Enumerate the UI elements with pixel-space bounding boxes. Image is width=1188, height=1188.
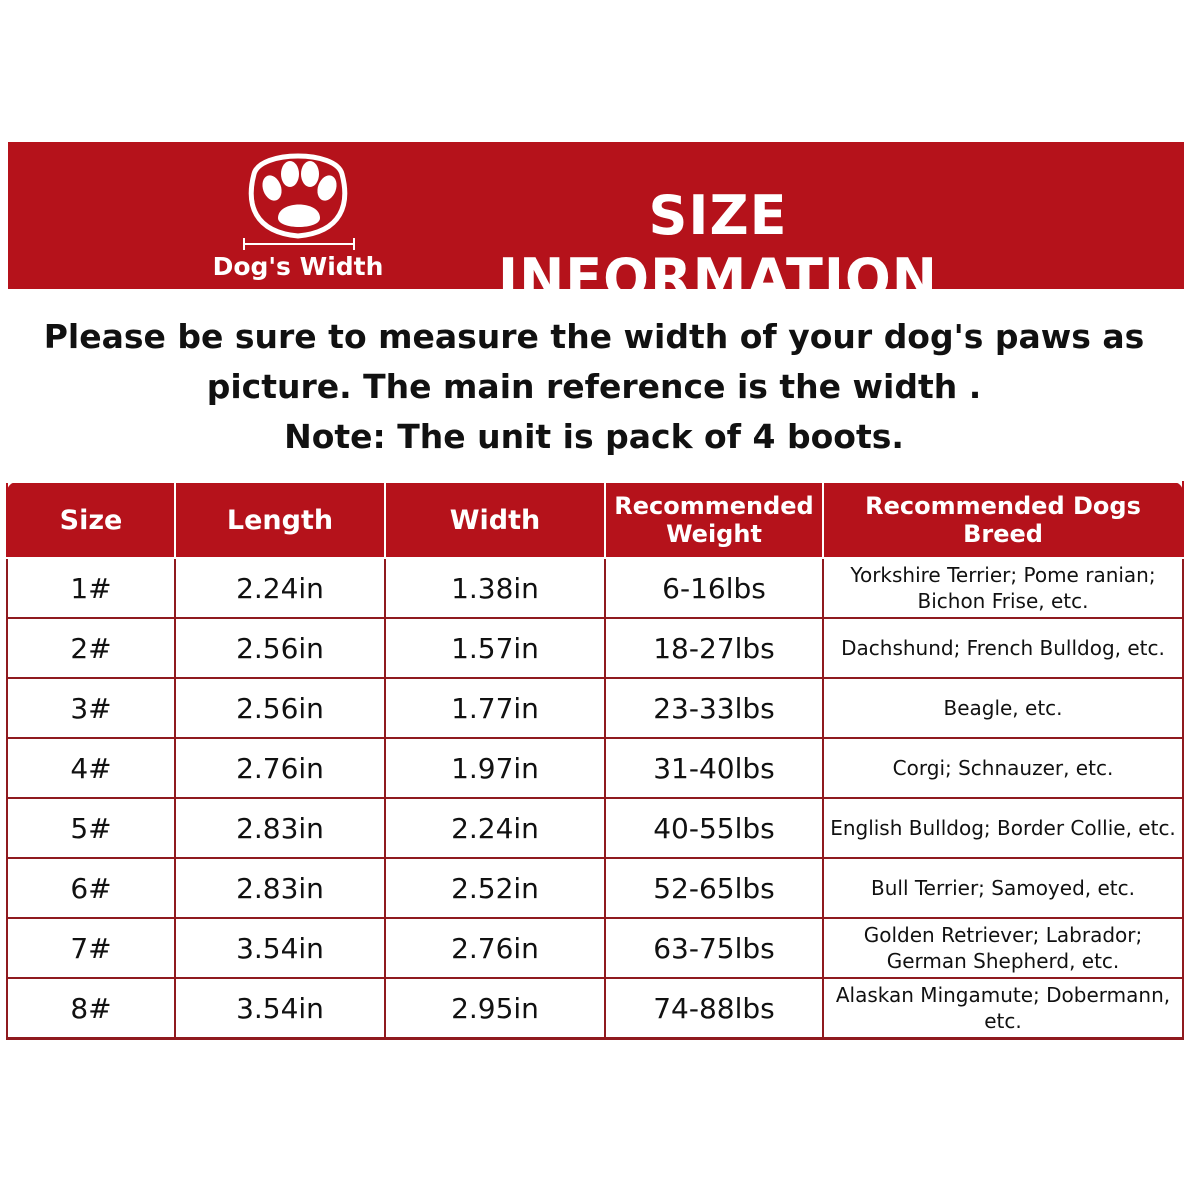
header-width: Width bbox=[385, 482, 605, 558]
cell-weight: 18-27lbs bbox=[605, 618, 823, 678]
header-weight bbox=[605, 482, 823, 558]
cell-breed: Corgi; Schnauzer, etc. bbox=[823, 738, 1183, 798]
cell-weight: 31-40lbs bbox=[605, 738, 823, 798]
cell-width: 2.52in bbox=[385, 858, 605, 918]
paw-caption: Dog's Width bbox=[212, 252, 384, 281]
cell-breed: Beagle, etc. bbox=[823, 678, 1183, 738]
cell-length: 2.83in bbox=[175, 858, 385, 918]
table-row bbox=[7, 678, 1183, 738]
cell-breed: Golden Retriever; Labrador; German Shepherd, etc. bbox=[823, 918, 1183, 978]
table-row bbox=[7, 978, 1183, 1039]
cell-weight: 6-16lbs bbox=[605, 558, 823, 618]
cell-breed: Bull Terrier; Samoyed, etc. bbox=[823, 858, 1183, 918]
header-breed: Recommended Dogs Breed bbox=[823, 482, 1183, 558]
header-size: Size bbox=[7, 482, 175, 558]
cell-length: 3.54in bbox=[175, 918, 385, 978]
header-weight-line2: Weight bbox=[666, 520, 762, 548]
size-chart-table bbox=[6, 481, 1184, 1040]
table-row bbox=[7, 558, 1183, 618]
table-row bbox=[7, 738, 1183, 798]
cell-length: 2.76in bbox=[175, 738, 385, 798]
cell-size: 5# bbox=[7, 798, 175, 858]
table-header-row bbox=[7, 482, 1183, 558]
header-weight-line1: Recommended bbox=[614, 492, 814, 520]
table-row bbox=[7, 918, 1183, 978]
cell-size: 7# bbox=[7, 918, 175, 978]
instruction-line: Please be sure to measure the width of your dog's paws as bbox=[43, 317, 1145, 356]
cell-length: 2.24in bbox=[175, 558, 385, 618]
cell-width: 2.76in bbox=[385, 918, 605, 978]
cell-breed: Alaskan Mingamute; Dobermann, etc. bbox=[823, 978, 1183, 1039]
cell-size: 2# bbox=[7, 618, 175, 678]
cell-width: 2.24in bbox=[385, 798, 605, 858]
cell-weight: 23-33lbs bbox=[605, 678, 823, 738]
cell-width: 1.57in bbox=[385, 618, 605, 678]
page-title: SIZE INFORMATION bbox=[497, 184, 939, 310]
cell-breed: Dachshund; French Bulldog, etc. bbox=[823, 618, 1183, 678]
instruction-line: picture. The main reference is the width . bbox=[206, 367, 982, 406]
cell-length: 2.56in bbox=[175, 678, 385, 738]
note-line: Note: The unit is pack of 4 boots. bbox=[284, 417, 904, 456]
cell-size: 3# bbox=[7, 678, 175, 738]
cell-breed: English Bulldog; Border Collie, etc. bbox=[823, 798, 1183, 858]
cell-size: 8# bbox=[7, 978, 175, 1039]
cell-size: 1# bbox=[7, 558, 175, 618]
header-length: Length bbox=[175, 482, 385, 558]
cell-width: 1.97in bbox=[385, 738, 605, 798]
cell-weight: 63-75lbs bbox=[605, 918, 823, 978]
cell-width: 1.77in bbox=[385, 678, 605, 738]
table-row bbox=[7, 798, 1183, 858]
cell-width: 2.95in bbox=[385, 978, 605, 1039]
paw-width-icon bbox=[230, 144, 366, 252]
size-info-banner bbox=[8, 142, 1184, 310]
cell-size: 4# bbox=[7, 738, 175, 798]
table-row bbox=[7, 618, 1183, 678]
paw-diagram bbox=[208, 142, 388, 289]
cell-size: 6# bbox=[7, 858, 175, 918]
measure-instructions bbox=[30, 312, 1158, 462]
cell-length: 2.83in bbox=[175, 798, 385, 858]
cell-length: 2.56in bbox=[175, 618, 385, 678]
table-row bbox=[7, 858, 1183, 918]
cell-breed: Yorkshire Terrier; Pome ranian; Bichon Frise, etc. bbox=[823, 558, 1183, 618]
cell-weight: 40-55lbs bbox=[605, 798, 823, 858]
cell-width: 1.38in bbox=[385, 558, 605, 618]
cell-length: 3.54in bbox=[175, 978, 385, 1039]
cell-weight: 52-65lbs bbox=[605, 858, 823, 918]
cell-weight: 74-88lbs bbox=[605, 978, 823, 1039]
